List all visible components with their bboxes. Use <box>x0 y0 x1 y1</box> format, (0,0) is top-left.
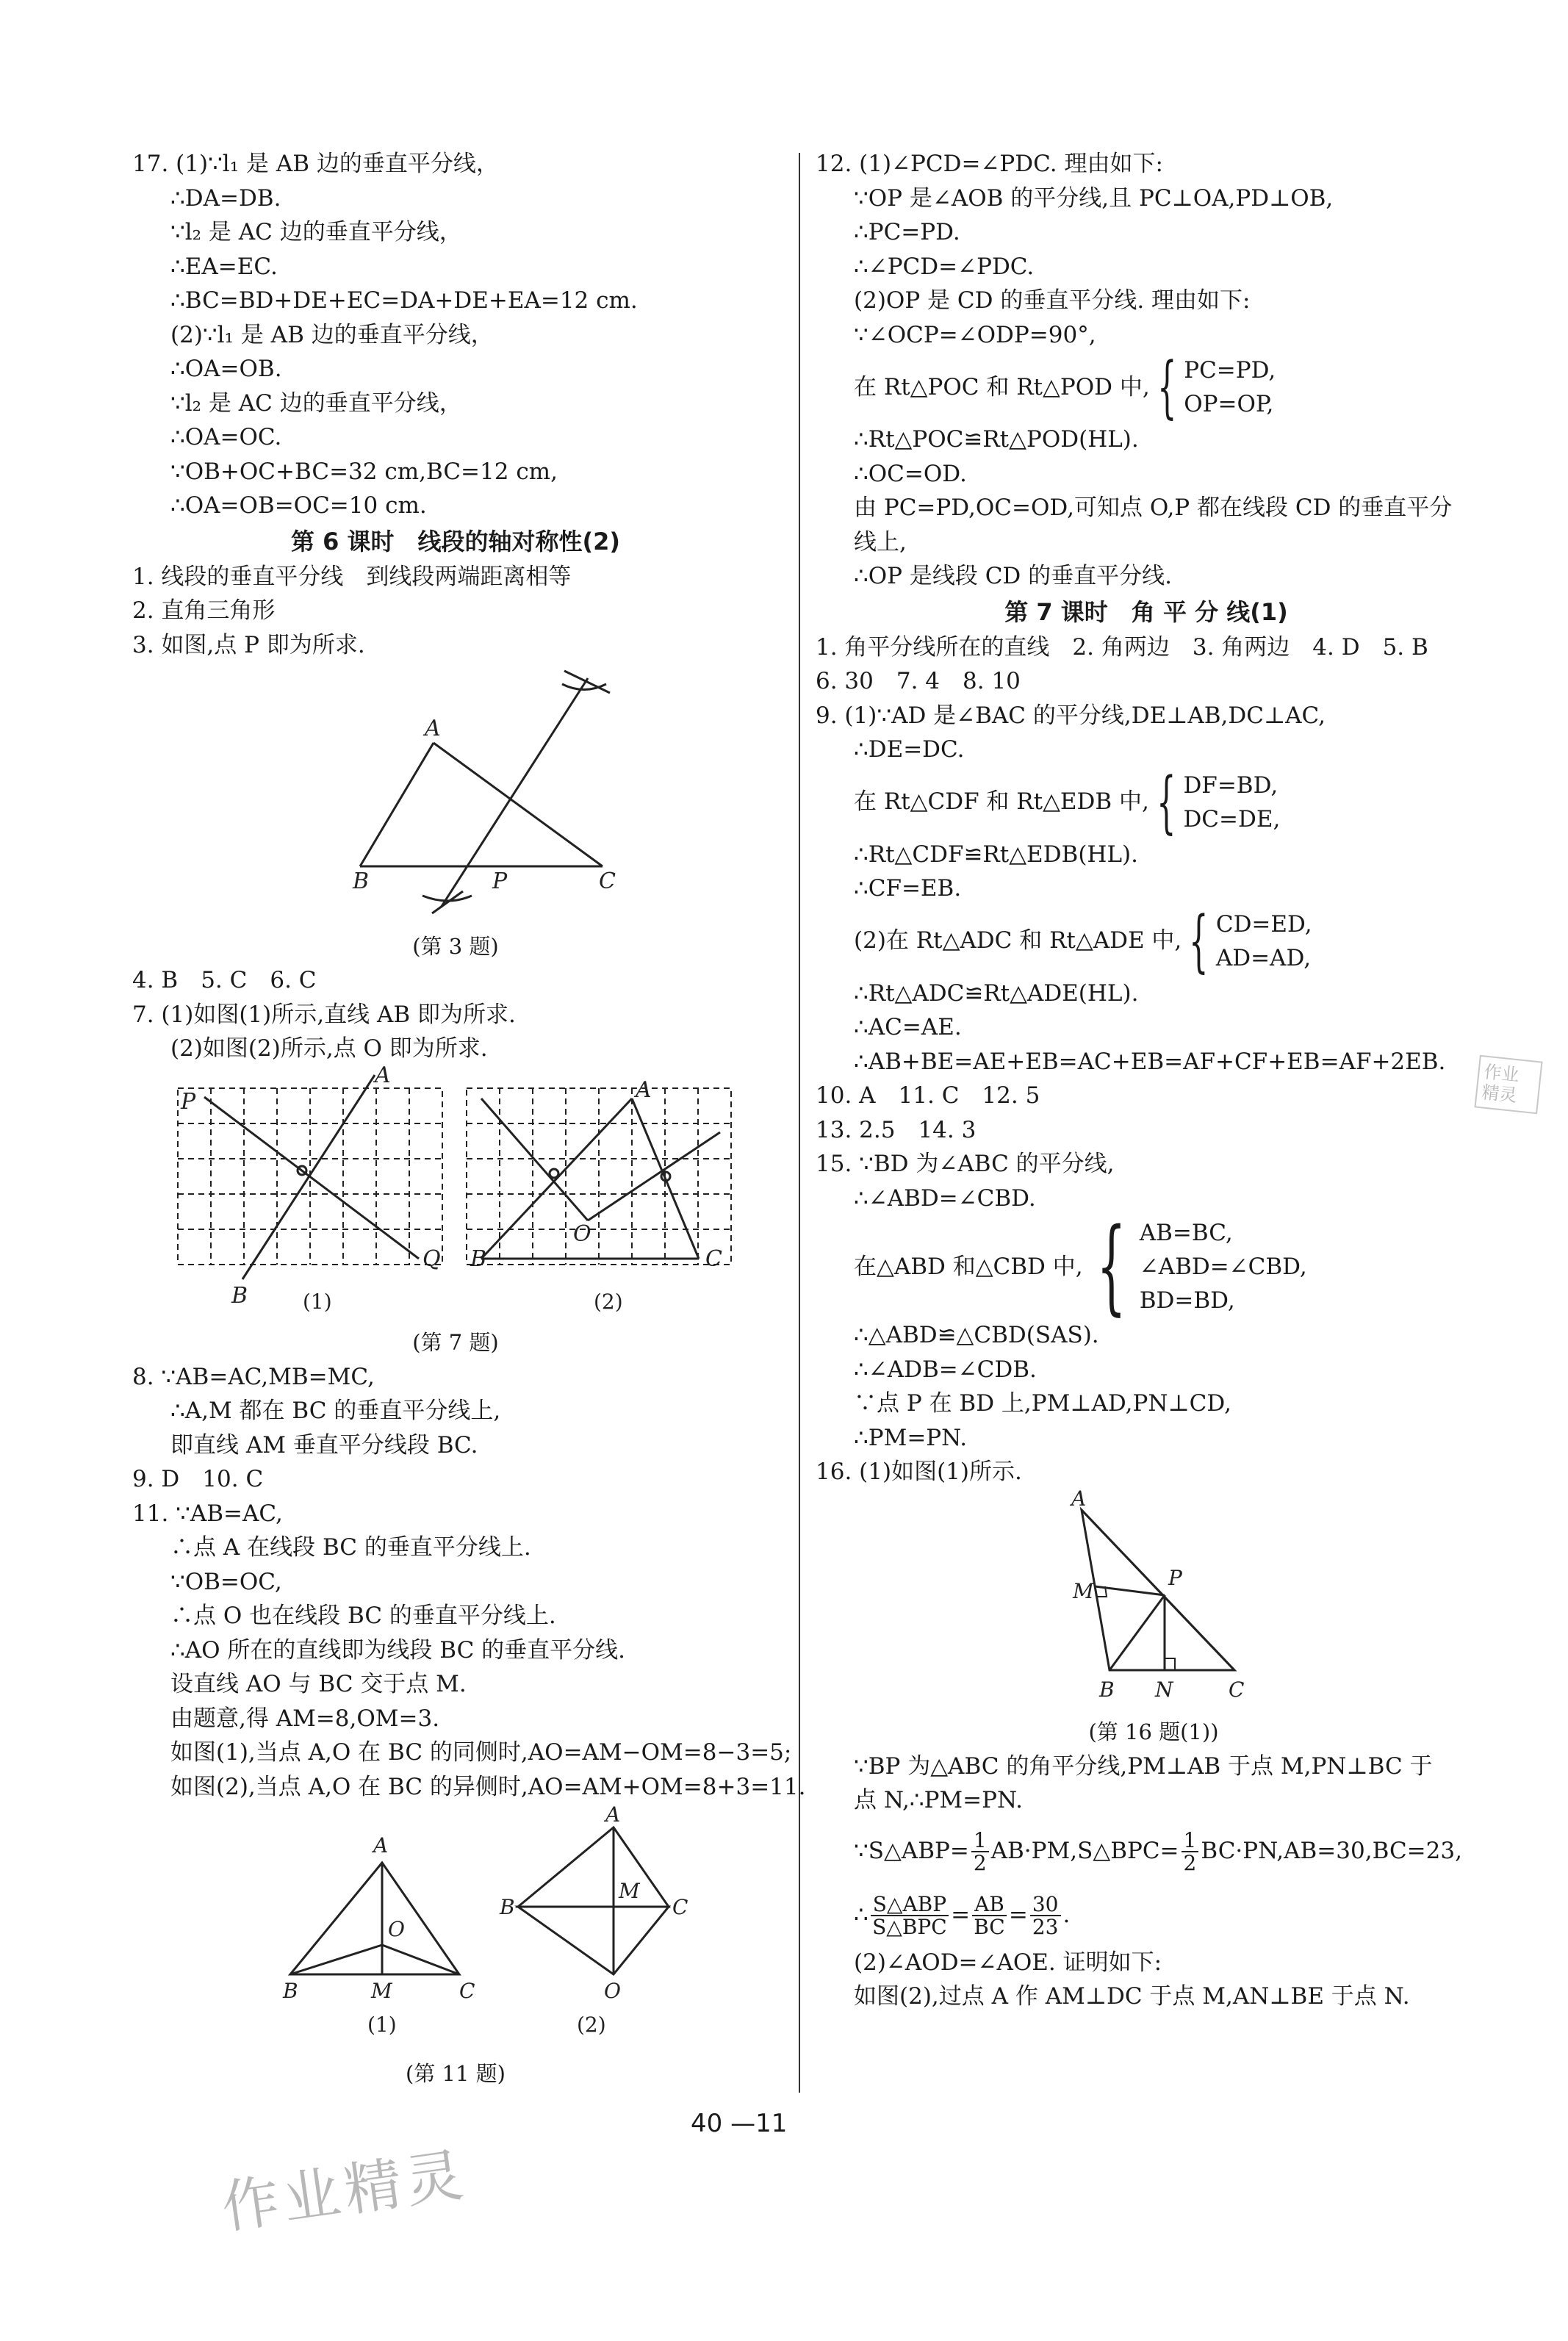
brace-icon: { <box>1189 901 1209 980</box>
q15-system-row: BD=BD, <box>1139 1287 1235 1314</box>
q15-system-row: ∠ABD=∠CBD, <box>1139 1254 1307 1280</box>
svg-text:P: P <box>181 1088 196 1115</box>
svg-text:A: A <box>375 1065 391 1088</box>
q12-system-row: PC=PD, <box>1184 357 1276 384</box>
q8-line: ∴A,M 都在 BC 的垂直平分线上, <box>170 1398 501 1424</box>
watermark-side-stamp: 作业精灵 <box>1474 1055 1542 1115</box>
q15-line: ∴∠ADB=∠CDB. <box>854 1356 1037 1383</box>
q15-line: ∵点 P 在 BD 上,PM⊥AD,PN⊥CD, <box>854 1390 1231 1417</box>
svg-text:M: M <box>619 1879 640 1903</box>
answer-7-1: 7. (1)如图(1)所示,直线 AB 即为所求. <box>132 1001 516 1028</box>
svg-text:C: C <box>459 1979 475 2003</box>
q11-line: 设直线 AO 与 BC 交于点 M. <box>170 1671 467 1697</box>
q12-line: ∵∠OCP=∠ODP=90°, <box>854 321 1096 348</box>
q16-line: 16. (1)如图(1)所示. <box>816 1459 1022 1485</box>
q16-ratio-formula: ∴ $\frac{\text{S△ABP}}{\text{S△BPC}}$ = $\frac{AB}{BC}$ = $\frac{30}{23}$ . <box>854 1891 1071 1939</box>
fraction-numerator: S△ABP <box>871 1894 949 1916</box>
svg-text:B: B <box>283 1979 298 2003</box>
figure-q3 <box>132 662 779 963</box>
fraction-denominator: 2 <box>973 1851 987 1875</box>
q16-area-mid2: BC·PN,AB=30,BC=23, <box>1201 1837 1462 1864</box>
q9-equation-system-2 <box>816 901 1477 980</box>
answer-7-2: (2)如图(2)所示,点 O 即为所求. <box>170 1035 488 1062</box>
q12-line: 12. (1)∠PCD=∠PDC. 理由如下: <box>816 151 1163 177</box>
svg-text:A: A <box>636 1076 652 1103</box>
fraction-denominator: BC <box>974 1915 1005 1939</box>
fraction-numerator: AB <box>972 1894 1007 1916</box>
q15-line: ∴∠ABD=∠CBD. <box>854 1184 1036 1212</box>
q9-line: ∴Rt△ADC≌Rt△ADE(HL). <box>854 979 1139 1007</box>
q17-line: ∴OA=OC. <box>170 424 282 450</box>
figure-q7-diagram <box>132 1066 779 1316</box>
answer-10-12: 10. A 11. C 12. 5 <box>816 1082 1040 1109</box>
q9-system-2-row: CD=ED, <box>1215 910 1312 938</box>
figure-q16 <box>816 1489 1477 1750</box>
q17-line: ∴DA=DB. <box>170 184 281 212</box>
q17-line: ∴BC=BD+DE+EC=DA+DE+EA=12 cm. <box>170 287 638 314</box>
svg-text:N: N <box>1155 1677 1173 1702</box>
answer-3: 3. 如图,点 P 即为所求. <box>132 631 365 658</box>
section-6-title: 第 6 课时 线段的轴对称性(2) <box>290 527 621 555</box>
q15-system-row: AB=BC, <box>1139 1220 1233 1246</box>
svg-text:C: C <box>599 869 616 894</box>
q17-line: ∴OA=OB=OC=10 cm. <box>170 492 427 519</box>
figure-q3-diagram <box>132 662 779 919</box>
q12-line: (2)OP 是 CD 的垂直平分线. 理由如下: <box>854 287 1251 314</box>
q17-line: ∴EA=EC. <box>170 253 278 280</box>
value-ratio-fraction <box>1030 1891 1061 1939</box>
q8-line: 8. ∵AB=AC,MB=MC, <box>132 1363 375 1390</box>
q12-line: ∴∠PCD=∠PDC. <box>854 253 1035 280</box>
figure-q3-caption: (第 3 题) <box>412 933 499 959</box>
figure-q7-caption: (第 7 题) <box>412 1330 499 1355</box>
watermark-logo: 作业精灵 <box>217 2141 472 2242</box>
brace-icon: { <box>1096 1207 1126 1326</box>
q16-area-pre: ∵S△ABP= <box>854 1837 969 1864</box>
q16-area-formula <box>816 1818 1477 1884</box>
svg-text:O: O <box>388 1917 405 1941</box>
brace-icon: { <box>1157 762 1176 841</box>
fraction-denominator: 2 <box>1183 1851 1197 1875</box>
q11-line: ∴点 O 也在线段 BC 的垂直平分线上. <box>170 1603 556 1629</box>
q9-line: ∴Rt△CDF≌Rt△EDB(HL). <box>854 841 1138 868</box>
q9-system-1-label: 在 Rt△CDF 和 Rt△EDB 中, <box>854 788 1149 816</box>
q12-system-row: OP=OP, <box>1184 391 1274 417</box>
q17-line: ∵l₂ 是 AC 边的垂直平分线， <box>170 389 462 417</box>
q12-line: ∴PC=PD. <box>854 219 960 245</box>
figure-q16-diagram <box>816 1489 1477 1710</box>
q11-line: ∴AO 所在的直线即为线段 BC 的垂直平分线. <box>170 1636 626 1664</box>
figure-q7-sub1: (1) <box>303 1289 332 1314</box>
q12-line: ∴OP 是线段 CD 的垂直平分线. <box>854 563 1172 589</box>
svg-text:C: C <box>705 1245 722 1272</box>
answer-6-8: 6. 30 7. 4 8. 10 <box>816 668 1021 694</box>
q16-line: 如图(2),过点 A 作 AM⊥DC 于点 M,AN⊥BE 于点 N. <box>854 1983 1410 2010</box>
svg-text:O: O <box>604 1979 621 2003</box>
q9-system-1-row: DC=DE, <box>1183 805 1281 833</box>
therefore-symbol: ∴ <box>854 1901 868 1928</box>
q16-line: ∵BP 为△ABC 的角平分线,PM⊥AB 于点 M,PN⊥BC 于 <box>854 1752 1433 1780</box>
q12-line: 线上, <box>854 528 907 555</box>
area-ratio-fraction <box>871 1891 949 1939</box>
q12-line: 由 PC=PD,OC=OD,可知点 O,P 都在线段 CD 的垂直平分 <box>854 495 1453 521</box>
q17-line: ∴OA=OB. <box>170 356 282 382</box>
figure-q11-diagram <box>132 1804 779 2046</box>
svg-text:P: P <box>492 869 508 894</box>
q9-equation-system-1 <box>816 762 1477 841</box>
svg-text:M: M <box>371 1979 392 2003</box>
figure-q7 <box>132 1066 779 1360</box>
fraction-denominator: S△BPC <box>872 1915 947 1939</box>
q11-line: 如图(2),当点 A,O 在 BC 的异侧时,AO=AM+OM=8+3=11. <box>170 1773 806 1800</box>
figure-q11-sub1: (1) <box>367 2013 397 2037</box>
half-fraction <box>1182 1827 1199 1875</box>
svg-text:B: B <box>470 1245 487 1272</box>
answer-4-6: 4. B 5. C 6. C <box>132 967 317 993</box>
q15-line: ∴PM=PN. <box>854 1424 968 1451</box>
q15-equation-system <box>816 1207 1477 1326</box>
q9-line: ∴CF=EB. <box>854 875 962 902</box>
fraction-numerator: 1 <box>1182 1830 1199 1852</box>
svg-text:B: B <box>231 1282 248 1309</box>
svg-text:B: B <box>500 1895 515 1919</box>
q11-line: 如图(1),当点 A,O 在 BC 的同侧时,AO=AM−OM=8−3=5; <box>170 1739 792 1766</box>
q15-line: 15. ∵BD 为∠ABC 的平分线, <box>816 1151 1115 1177</box>
figure-q11 <box>132 1804 779 2090</box>
q12-line: ∴Rt△POC≌Rt△POD(HL). <box>854 426 1139 453</box>
figure-q11-caption: (第 11 题) <box>406 2060 506 2086</box>
q9-line: ∴DE=DC. <box>854 736 965 763</box>
svg-text:A: A <box>425 716 441 741</box>
fraction-numerator: 1 <box>971 1830 989 1852</box>
answer-2: 2. 直角三角形 <box>132 597 276 624</box>
svg-text:O: O <box>573 1220 591 1247</box>
svg-text:M: M <box>1073 1578 1094 1603</box>
q12-line: ∵OP 是∠AOB 的平分线,且 PC⊥OA,PD⊥OB, <box>854 184 1334 212</box>
answer-9-10: 9. D 10. C <box>132 1466 264 1492</box>
q11-line: 由题意,得 AM=8,OM=3. <box>170 1705 440 1732</box>
q17-line: (2)∵l₁ 是 AB 边的垂直平分线， <box>170 321 494 348</box>
q17-line: ∵l₂ 是 AC 边的垂直平分线， <box>170 219 462 245</box>
q16-line: (2)∠AOD=∠AOE. 证明如下: <box>854 1949 1162 1976</box>
q17-line: 17. (1)∵l₁ 是 AB 边的垂直平分线， <box>132 151 499 177</box>
q17-block <box>132 147 779 523</box>
answer-1-5: 1. 角平分线所在的直线 2. 角两边 3. 角两边 4. D 5. B <box>816 633 1428 661</box>
half-fraction <box>971 1827 989 1875</box>
section-7-title: 第 7 课时 角 平 分 线(1) <box>1004 597 1288 626</box>
figure-q11-sub2: (2) <box>577 2013 606 2037</box>
q8-line: 即直线 AM 垂直平分线段 BC. <box>170 1431 478 1459</box>
svg-text:B: B <box>1099 1677 1115 1702</box>
svg-text:A: A <box>605 1804 621 1827</box>
q11-line: ∵OB=OC, <box>170 1568 282 1595</box>
q17-line: ∵OB+OC+BC=32 cm,BC=12 cm, <box>170 458 558 485</box>
answer-13-14: 13. 2.5 14. 3 <box>816 1116 977 1143</box>
q12-line: ∴OC=OD. <box>854 460 967 487</box>
page-number: 40 —11 <box>691 2109 788 2138</box>
fraction-denominator: 23 <box>1032 1915 1059 1939</box>
q11-line: ∴点 A 在线段 BC 的垂直平分线上. <box>170 1534 531 1561</box>
left-column <box>132 147 806 2090</box>
q12-equation-system <box>816 348 1477 426</box>
q15-line: ∴△ABD≌△CBD(SAS). <box>854 1322 1099 1348</box>
q15-system-label: 在△ABD 和△CBD 中, <box>854 1253 1083 1280</box>
q11-line: 11. ∵AB=AC, <box>132 1500 283 1527</box>
q9-line: ∴AB+BE=AE+EB=AC+EB=AF+CF+EB=AF+2EB. <box>854 1048 1446 1075</box>
svg-text:C: C <box>1229 1677 1245 1702</box>
svg-text:A: A <box>373 1833 389 1858</box>
svg-text:Q: Q <box>422 1245 441 1272</box>
answer-1: 1. 线段的垂直平分线 到线段两端距离相等 <box>132 563 572 590</box>
q9-line: ∴AC=AE. <box>854 1014 962 1040</box>
q9-line: 9. (1)∵AD 是∠BAC 的平分线,DE⊥AB,DC⊥AC, <box>816 702 1326 729</box>
q9-system-1-row: DF=BD, <box>1183 772 1279 799</box>
right-column <box>816 147 1477 2014</box>
svg-text:C: C <box>672 1895 688 1919</box>
q16-area-mid1: AB·PM,S△BPC= <box>990 1837 1179 1864</box>
q16-line: 点 N,∴PM=PN. <box>854 1787 1024 1813</box>
q9-system-2-label: (2)在 Rt△ADC 和 Rt△ADE 中, <box>854 927 1182 954</box>
q9-system-2-row: AD=AD, <box>1215 944 1312 971</box>
q12-system-label: 在 Rt△POC 和 Rt△POD 中, <box>854 373 1150 400</box>
svg-text:P: P <box>1168 1565 1182 1590</box>
brace-icon: { <box>1157 348 1177 426</box>
figure-q16-caption: (第 16 题(1)) <box>1088 1719 1219 1744</box>
figure-q7-sub2: (2) <box>594 1289 623 1314</box>
svg-text:A: A <box>1071 1489 1087 1511</box>
svg-text:B: B <box>353 869 370 894</box>
fraction-numerator: 30 <box>1030 1894 1061 1916</box>
side-ratio-fraction <box>972 1891 1007 1939</box>
